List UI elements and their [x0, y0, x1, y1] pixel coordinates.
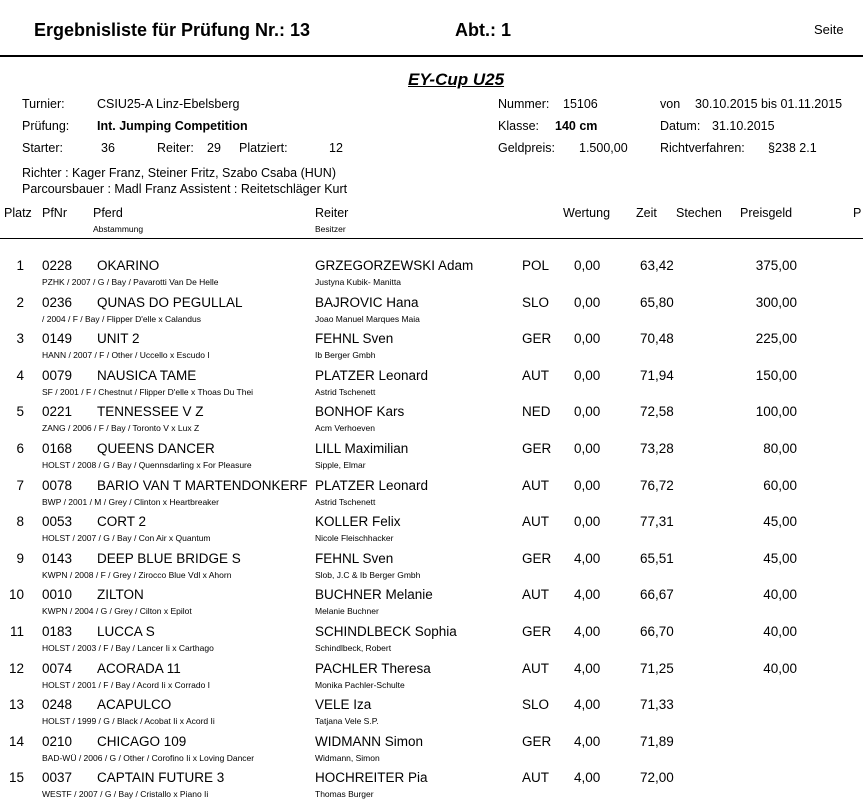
row-nation: GER — [522, 550, 552, 566]
row-pfnr: 0228 — [42, 258, 73, 273]
row-zeit: 72,58 — [640, 404, 674, 420]
row-besitzer: Ib Berger Gmbh — [315, 350, 376, 361]
row-wertung: 4,00 — [574, 587, 601, 603]
row-abstammung: HOLST / 2003 / F / Bay / Lancer Ii x Carthago — [42, 643, 214, 653]
row-pferd: QUEENS DANCER — [97, 441, 215, 456]
row-wertung: 4,00 — [574, 624, 601, 639]
col-reiter: Reiter — [315, 206, 349, 220]
row-nation: AUT — [522, 514, 549, 530]
richtverfahren-label: Richtverfahren: — [660, 141, 745, 155]
col-platz: Platz — [4, 206, 32, 220]
row-pferd: LUCCA S — [97, 624, 155, 639]
row-nation: AUT — [522, 660, 549, 676]
richtverfahren-value: §238 2.1 — [768, 141, 817, 155]
row-zeit: 66,70 — [640, 624, 674, 639]
platziert-value: 12 — [329, 141, 343, 155]
row-nation: SLO — [522, 294, 550, 310]
col-wertung: Wertung — [563, 206, 611, 220]
row-reiter: BONHOF Kars — [315, 404, 405, 420]
row-besitzer: Schindlbeck, Robert — [315, 643, 392, 653]
table-row — [0, 734, 863, 771]
row-abstammung: SF / 2001 / F / Chestnut / Flipper D'elle x Thoas Du Thei — [42, 386, 254, 397]
row-abstammung: WESTF / 2007 / G / Bay / Cristallo x Piano Ii — [42, 789, 209, 800]
row-preisgeld: 100,00 — [755, 404, 797, 420]
row-platz: 1 — [16, 258, 24, 273]
pruefung-value: Int. Jumping Competition — [97, 119, 248, 133]
row-nation: AUT — [522, 477, 549, 493]
starter-value: 36 — [101, 141, 115, 155]
row-wertung: 0,00 — [574, 331, 601, 347]
row-abstammung: HOLST / 1999 / G / Black / Acobat Ii x Acord Ii — [42, 716, 215, 727]
row-nation: GER — [522, 441, 552, 456]
row-pferd: ACAPULCO — [97, 697, 172, 713]
row-nation: GER — [522, 733, 552, 749]
row-besitzer: Melanie Buchner — [315, 606, 379, 617]
row-wertung: 0,00 — [574, 441, 601, 456]
row-wertung: 4,00 — [574, 697, 601, 713]
row-preisgeld: 45,00 — [763, 550, 797, 566]
geldpreis-label: Geldpreis: — [498, 141, 555, 155]
row-abstammung: ZANG / 2006 / F / Bay / Toronto V x Lux Z — [42, 423, 200, 434]
klasse-label: Klasse: — [498, 119, 539, 133]
richter-line: Richter : Kager Franz, Steiner Fritz, Szabo Csaba (HUN) — [22, 166, 336, 180]
klasse-value: 140 cm — [555, 119, 598, 133]
row-pfnr: 0183 — [42, 624, 73, 639]
row-reiter: BAJROVIC Hana — [315, 294, 419, 310]
row-pfnr: 0037 — [42, 770, 73, 786]
row-nation: AUT — [522, 587, 549, 603]
col-pfnr: PfNr — [42, 206, 67, 220]
row-reiter: SCHINDLBECK Sophia — [315, 624, 457, 639]
row-platz: 11 — [9, 624, 24, 639]
row-platz: 4 — [16, 367, 24, 383]
row-pfnr: 0143 — [42, 550, 73, 566]
row-pferd: BARIO VAN T MARTENDONKERF — [97, 477, 308, 493]
row-wertung: 4,00 — [574, 550, 601, 566]
table-row — [0, 478, 863, 515]
reiter-count-label: Reiter: — [157, 141, 194, 155]
row-abstammung: PZHK / 2007 / G / Bay / Pavarotti Van De Helle — [42, 277, 219, 287]
table-row — [0, 587, 863, 624]
row-zeit: 66,67 — [640, 587, 674, 603]
row-preisgeld: 225,00 — [755, 331, 797, 347]
row-besitzer: Acm Verhoeven — [315, 423, 376, 434]
row-pfnr: 0078 — [42, 477, 73, 493]
pruefung-label: Prüfung: — [22, 119, 70, 133]
row-besitzer: Astrid Tschenett — [315, 386, 376, 397]
row-zeit: 70,48 — [640, 331, 674, 347]
row-nation: NED — [522, 404, 551, 420]
row-abstammung: BAD-WÜ / 2006 / G / Other / Corofino Ii x Loving Dancer — [42, 752, 255, 763]
row-abstammung: HOLST / 2001 / F / Bay / Acord Ii x Corrado I — [42, 679, 211, 690]
col-stechen: Stechen — [676, 206, 722, 220]
row-wertung: 0,00 — [574, 514, 601, 530]
turnier-value: CSIU25-A Linz-Ebelsberg — [97, 97, 240, 111]
row-zeit: 73,28 — [640, 441, 674, 456]
row-reiter: BUCHNER Melanie — [315, 587, 433, 603]
reiter-count-value: 29 — [207, 141, 221, 155]
row-zeit: 71,94 — [640, 367, 674, 383]
row-platz: 7 — [16, 477, 24, 493]
nummer-value: 15106 — [563, 97, 598, 111]
row-preisgeld: 40,00 — [763, 587, 797, 603]
row-besitzer: Joao Manuel Marques Maia — [315, 313, 420, 324]
row-zeit: 63,42 — [640, 258, 674, 273]
row-platz: 6 — [16, 441, 24, 456]
row-pferd: NAUSICA TAME — [97, 367, 197, 383]
row-reiter: KOLLER Felix — [315, 514, 401, 530]
row-platz: 8 — [16, 514, 24, 530]
row-besitzer: Justyna Kubik- Manitta — [315, 277, 401, 287]
row-zeit: 65,80 — [640, 294, 674, 310]
row-zeit: 76,72 — [640, 477, 674, 493]
table-row — [0, 368, 863, 405]
row-zeit: 65,51 — [640, 550, 674, 566]
cup-title: EY-Cup U25 — [408, 70, 505, 89]
table-row — [0, 661, 863, 698]
row-pferd: OKARINO — [97, 258, 160, 273]
row-reiter: HOCHREITER Pia — [315, 770, 428, 786]
row-pfnr: 0168 — [42, 441, 73, 456]
col-abstammung: Abstammung — [93, 224, 144, 234]
row-abstammung: HOLST / 2008 / G / Bay / Quennsdarling x For Pleasure — [42, 460, 252, 470]
row-abstammung: KWPN / 2008 / F / Grey / Zirocco Blue Vdl x Ahorn — [42, 569, 232, 580]
row-reiter: PACHLER Theresa — [315, 660, 431, 676]
row-reiter: WIDMANN Simon — [315, 733, 424, 749]
row-pferd: UNIT 2 — [97, 331, 140, 347]
row-abstammung: HOLST / 2007 / G / Bay / Con Air x Quantum — [42, 533, 211, 544]
row-zeit: 71,89 — [640, 733, 674, 749]
row-platz: 14 — [8, 733, 24, 749]
row-pferd: ZILTON — [97, 587, 144, 603]
row-nation: SLO — [522, 697, 550, 713]
row-preisgeld: 40,00 — [763, 624, 797, 639]
von-value: 30.10.2015 bis 01.11.2015 — [695, 97, 843, 111]
row-pferd: DEEP BLUE BRIDGE S — [97, 550, 241, 566]
row-abstammung: BWP / 2001 / M / Grey / Clinton x Heartbreaker — [42, 496, 219, 507]
row-wertung: 0,00 — [574, 404, 601, 420]
von-label: von — [660, 97, 681, 111]
row-nation: POL — [522, 258, 550, 273]
row-besitzer: Astrid Tschenett — [315, 496, 376, 507]
table-row — [0, 624, 863, 661]
table-row — [0, 258, 863, 295]
row-pfnr: 0221 — [42, 404, 73, 420]
row-preisgeld: 45,00 — [763, 514, 797, 530]
header-rule — [0, 55, 863, 57]
row-besitzer: Nicole Fleischhacker — [315, 533, 394, 544]
row-wertung: 0,00 — [574, 367, 601, 383]
row-wertung: 4,00 — [574, 660, 601, 676]
table-header-rule — [0, 238, 863, 239]
row-preisgeld: 80,00 — [763, 441, 797, 456]
row-platz: 15 — [8, 770, 24, 786]
row-zeit: 72,00 — [640, 770, 674, 786]
platziert-label: Platziert: — [239, 141, 288, 155]
row-pferd: CAPTAIN FUTURE 3 — [97, 770, 225, 786]
table-row — [0, 551, 863, 588]
table-row — [0, 441, 863, 478]
row-reiter: PLATZER Leonard — [315, 477, 429, 493]
row-wertung: 4,00 — [574, 770, 601, 786]
row-platz: 13 — [8, 697, 24, 713]
row-pfnr: 0236 — [42, 294, 73, 310]
row-pferd: CORT 2 — [97, 514, 147, 530]
row-abstammung: KWPN / 2004 / G / Grey / Cilton x Epilot — [42, 606, 192, 617]
row-reiter: PLATZER Leonard — [315, 367, 429, 383]
row-preisgeld: 375,00 — [755, 258, 797, 273]
turnier-label: Turnier: — [22, 97, 65, 111]
row-zeit: 71,25 — [640, 660, 674, 676]
abt-label: Abt.: 1 — [455, 20, 511, 40]
col-pferd: Pferd — [93, 206, 123, 220]
datum-value: 31.10.2015 — [712, 119, 775, 133]
table-row — [0, 404, 863, 441]
page-label: Seite — [814, 22, 844, 37]
row-pfnr: 0079 — [42, 367, 73, 383]
row-besitzer: Widmann, Simon — [315, 752, 380, 763]
row-wertung: 0,00 — [574, 294, 601, 310]
table-row — [0, 295, 863, 332]
row-platz: 3 — [16, 331, 24, 347]
row-besitzer: Thomas Burger — [315, 789, 374, 800]
row-wertung: 0,00 — [574, 477, 601, 493]
row-pfnr: 0010 — [42, 587, 73, 603]
row-nation: AUT — [522, 367, 549, 383]
row-platz: 9 — [16, 550, 24, 566]
row-reiter: GRZEGORZEWSKI Adam — [315, 258, 474, 273]
row-reiter: VELE Iza — [315, 697, 372, 713]
row-pfnr: 0149 — [42, 331, 73, 347]
row-preisgeld: 40,00 — [763, 660, 797, 676]
row-wertung: 4,00 — [574, 733, 601, 749]
row-pferd: QUNAS DO PEGULLAL — [97, 294, 243, 310]
row-platz: 10 — [8, 587, 24, 603]
table-row — [0, 514, 863, 551]
row-platz: 2 — [16, 294, 24, 310]
row-pfnr: 0248 — [42, 697, 73, 713]
row-platz: 5 — [16, 404, 24, 420]
datum-label: Datum: — [660, 119, 701, 133]
starter-label: Starter: — [22, 141, 63, 155]
row-preisgeld: 60,00 — [763, 477, 797, 493]
row-preisgeld: 300,00 — [755, 294, 797, 310]
row-abstammung: HANN / 2007 / F / Other / Uccello x Escudo I — [42, 350, 210, 361]
row-nation: GER — [522, 331, 552, 347]
row-nation: AUT — [522, 770, 549, 786]
row-pfnr: 0053 — [42, 514, 73, 530]
row-pferd: CHICAGO 109 — [97, 733, 187, 749]
row-besitzer: Tatjana Vele S.P. — [315, 716, 379, 727]
table-row — [0, 331, 863, 368]
geldpreis-value: 1.500,00 — [579, 141, 628, 155]
row-wertung: 0,00 — [574, 258, 601, 273]
parcoursbauer-line: Parcoursbauer : Madl Franz Assistent : Reitetschläger Kurt — [22, 182, 348, 196]
row-pfnr: 0210 — [42, 733, 73, 749]
row-besitzer: Sipple, Elmar — [315, 460, 366, 470]
row-reiter: FEHNL Sven — [315, 550, 394, 566]
nummer-label: Nummer: — [498, 97, 550, 111]
col-zeit: Zeit — [636, 206, 657, 220]
row-platz: 12 — [8, 660, 24, 676]
table-row — [0, 770, 863, 807]
row-pferd: TENNESSEE V Z — [97, 404, 204, 420]
row-reiter: FEHNL Sven — [315, 331, 394, 347]
col-p: P — [853, 206, 862, 220]
row-zeit: 71,33 — [640, 697, 674, 713]
table-row — [0, 697, 863, 734]
row-reiter: LILL Maximilian — [315, 441, 409, 456]
row-pferd: ACORADA 11 — [97, 660, 181, 676]
row-abstammung: / 2004 / F / Bay / Flipper D'elle x Calandus — [42, 313, 201, 324]
row-nation: GER — [522, 624, 552, 639]
row-zeit: 77,31 — [640, 514, 674, 530]
row-besitzer: Slob, J.C & Ib Berger Gmbh — [315, 569, 421, 580]
row-besitzer: Monika Pachler-Schulte — [315, 679, 405, 690]
report-title: Ergebnisliste für Prüfung Nr.: 13 — [34, 20, 311, 40]
row-pfnr: 0074 — [42, 660, 73, 676]
col-besitzer: Besitzer — [315, 224, 346, 234]
row-preisgeld: 150,00 — [755, 367, 797, 383]
col-preisgeld: Preisgeld — [740, 206, 793, 220]
